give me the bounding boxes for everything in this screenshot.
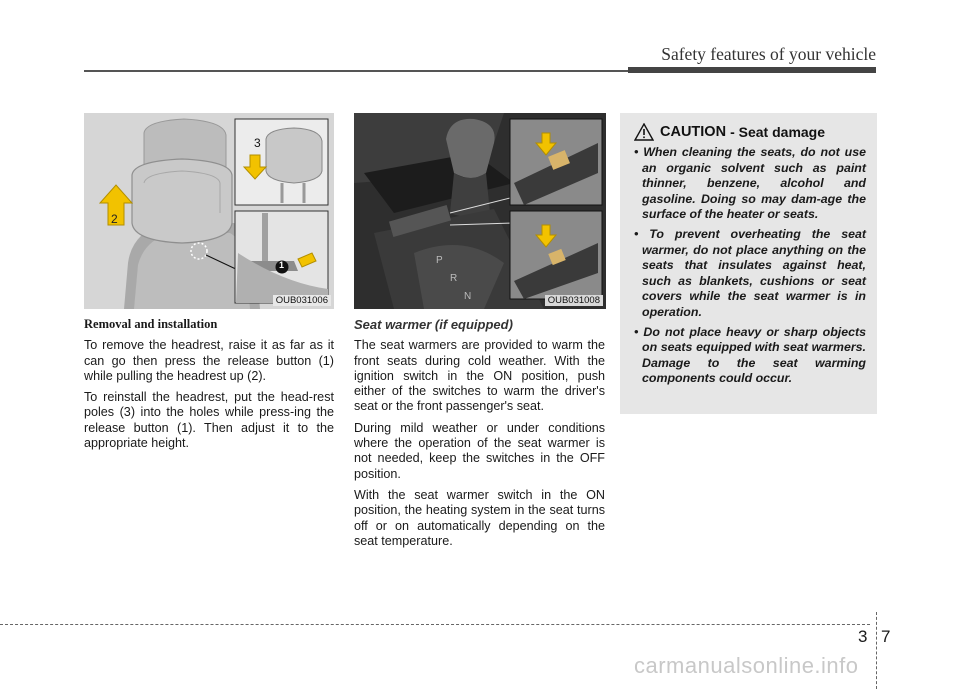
gear-letter-n: N — [464, 291, 472, 302]
warning-triangle-icon — [634, 123, 654, 141]
paragraph: With the seat warmer switch in the ON position, the heating system in the seat turns off or on automatically depending on the seat temperature. — [354, 487, 605, 548]
section-title: Safety features of your vehicle — [661, 44, 876, 64]
removal-installation-section — [84, 317, 334, 457]
caution-heading — [634, 123, 825, 141]
caution-item: • Do not place heavy or sharp objects on seats equipped with seat warmers. Damage to the seat warming components could occur. — [634, 324, 867, 386]
section-heading: Seat warmer (if equipped) — [354, 317, 513, 332]
section-heading: Removal and installation — [84, 317, 218, 331]
callout-1: 1 — [279, 260, 285, 270]
caution-title: CAUTION — [660, 124, 727, 140]
figure-code: OUB031008 — [545, 295, 603, 306]
figure-code: OUB031006 — [273, 295, 331, 306]
seat-warmer-figure — [354, 113, 606, 309]
caution-subtitle: - Seat damage — [730, 124, 826, 140]
gear-letter-p: P — [436, 255, 443, 266]
paragraph: To remove the headrest, raise it as far as it can go then press the release button (1) while pulling the headrest up (2). — [84, 338, 334, 383]
callout-3: 3 — [254, 136, 261, 150]
callout-2: 2 — [111, 212, 118, 226]
seat-warmer-section — [354, 317, 605, 555]
caution-list — [630, 145, 866, 391]
header-bar — [628, 67, 876, 73]
caution-item: • To prevent overheating the seat warmer, do not place anything on the seats that insulates against heat, such as blankets, cushions or seat covers while the seat warmer is in operation. — [634, 226, 866, 319]
headrest-figure — [84, 113, 334, 309]
footer-rule — [0, 624, 870, 625]
seat-warmer-illustration — [354, 113, 606, 309]
paragraph: The seat warmers are provided to warm the front seats during cold weather. With the ignition switch in the ON position, push either of the switches to warm the driver's seat or the front passenger's seat. — [354, 338, 605, 414]
caution-item: • When cleaning the seats, do not use an organic solvent such as paint thinner, benzene, alcohol and gasoline. Doing so may dam-age the surface of the heater or seats. — [634, 145, 866, 222]
paragraph: To reinstall the headrest, put the head-rest poles (3) into the holes while press-ing the release button (1). Then adjust it to the appropriate height. — [84, 390, 334, 451]
headrest-illustration — [84, 113, 334, 309]
chapter-number: 3 — [858, 627, 868, 646]
caution-box — [620, 113, 877, 414]
paragraph: During mild weather or under conditions where the operation of the seat warmer is not needed, keep the switches in the OFF position. — [354, 420, 605, 481]
page-number: 7 — [881, 627, 891, 646]
gear-letter-r: R — [450, 273, 458, 284]
watermark: carmanualsonline.info — [634, 653, 859, 678]
footer-divider — [876, 612, 877, 689]
